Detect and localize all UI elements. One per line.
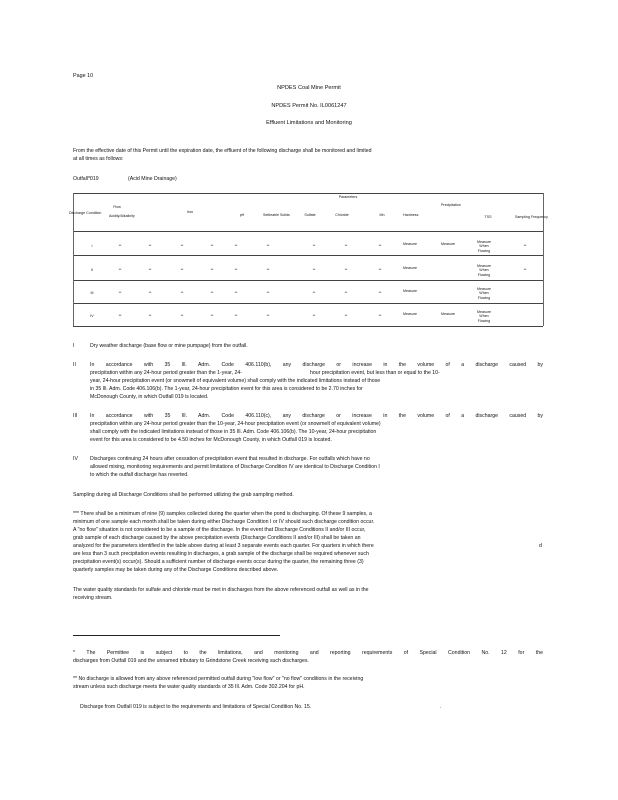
table-cell: ** <box>210 314 214 318</box>
water-quality-line-2: receiving stream. <box>73 595 113 601</box>
condition-iii-line-2: precipitation within any 24-hour period greater than the 10-year, 24-hour precipitation event (or snowmelt of equivalent volume) <box>90 421 381 427</box>
condition-ii-number: II <box>73 362 76 368</box>
sampling-line-3: A "no flow" situation is not considered to be a sample of the discharge. In the event that Discharge Conditions II and/or III occur, <box>73 527 366 533</box>
table-cell: ** <box>210 244 214 248</box>
sampling-line-8: quarterly samples may be taken during any of the Discharge Conditions described above. <box>73 567 279 573</box>
permit-number: NPDES Permit No. IL0061247 <box>271 103 347 109</box>
col-header-settleable: Settleable Solids <box>263 213 290 217</box>
table-cell: ** <box>118 314 122 318</box>
col-header-hardness: Hardness <box>403 213 419 217</box>
row-condition: IV <box>90 314 94 318</box>
condition-iv-line-1: Discharges continuing 24 hours after cessation of precipitation event that resulted in discharge. For outfalls which have no <box>90 456 370 462</box>
table-cell: ** <box>234 291 238 295</box>
table-cell: ** <box>266 291 270 295</box>
sampling-line-2: minimum of one sample each month shall be taken during either Discharge Condition I or IV should such discharge condition occur. <box>73 519 375 525</box>
condition-iii-number: III <box>73 413 78 419</box>
col-header-sulfate: Sulfate <box>304 213 316 217</box>
condition-iii-line-1: In accordance with 35 Ill. Adm. Code 406.110(c), any discharge or increase in the volume of a discharge caused by <box>90 413 543 419</box>
sampling-line-4: grab sample of each discharge caused by the above precipitation events (Discharge Conditions II and/or III) shall be taken an <box>73 535 361 541</box>
condition-ii-line-1: In accordance with 35 Ill. Adm. Code 406.110(b), any discharge or increase in the volume of a discharge caused by <box>90 362 543 368</box>
table-cell: Measure <box>403 289 417 293</box>
table-cell: ** <box>266 244 270 248</box>
table-cell: ** <box>180 291 184 295</box>
table-cell: ** <box>378 291 382 295</box>
table-cell: ** <box>234 268 238 272</box>
effluent-limits-table <box>69 193 548 326</box>
col-header-mn: Mn <box>379 213 385 217</box>
condition-ii-line-2: precipitation within any 24-hour period greater than the 1-year, 24- <box>90 370 242 376</box>
table-cell: ** <box>523 244 527 248</box>
water-quality-line-1: The water quality standards for sulfate and chloride must be met in discharges from the above referenced outfall as well as in the <box>73 587 369 593</box>
condition-i-text: Dry weather discharge (base flow or mine pumpage) from the outfall. <box>90 343 248 349</box>
sampling-line-5: analyzed for the parameters identified in the table above during at least 3 separate events each quarter. For quarters in which there <box>73 543 374 549</box>
footnote-1-line-2: discharges from Outfall 019 and the unnamed tributary to Grindstone Creek receiving such discharges. <box>73 658 309 664</box>
table-cell: Measure <box>403 312 417 316</box>
table-cell: ** <box>523 268 527 272</box>
table-cell: ** <box>210 291 214 295</box>
section-title: Effluent Limitations and Monitoring <box>266 120 352 126</box>
col-header-ph: pH <box>239 213 245 217</box>
table-cell: ** <box>180 244 184 248</box>
table-cell: ** <box>148 291 152 295</box>
table-cell: ** <box>234 244 238 248</box>
table-cell: ** <box>180 268 184 272</box>
table-cell: Measure When Flowing <box>477 310 491 323</box>
page-label: Page 10 <box>73 73 94 79</box>
col-header-frequency: Sampling Frequency <box>515 215 548 219</box>
sampling-line-1: *** There shall be a minimum of nine (9) samples collected during the quarter when the pond is discharging. Of these 9 samples, a <box>73 511 372 517</box>
footnote-2-line-2: stream unless such discharge meets the water quality standards of 35 Ill. Adm. Code 302.204 for pH. <box>73 684 305 690</box>
outfall-label: Outfall*: <box>73 176 92 182</box>
row-condition: III <box>90 291 94 295</box>
table-cell: ** <box>344 291 348 295</box>
intro-line-1: From the effective date of this Permit until the expiration date, the effluent of the following discharge shall be monitored and limited <box>73 148 372 154</box>
condition-ii-line-4: in 35 Ill. Adm. Code 406.106(b). The 1-year, 24-hour precipitation event for this area is considered to be 2.70 inches for <box>90 386 363 392</box>
permit-title: NPDES Coal Mine Permit <box>277 85 341 91</box>
col-header-iron: Iron <box>186 210 194 214</box>
table-cell: ** <box>378 314 382 318</box>
table-cell: ** <box>210 268 214 272</box>
condition-iv-line-3: to which the outfall discharge has reverted. <box>90 472 189 478</box>
table-cell: ** <box>344 268 348 272</box>
table-cell: ** <box>312 291 316 295</box>
footnote-divider <box>73 635 280 636</box>
outfall-number: 019 <box>90 176 99 182</box>
table-cell: ** <box>118 244 122 248</box>
col-header-condition: Discharge Condition <box>69 211 102 215</box>
condition-iii-line-3: shall comply with the indicated limitations instead of those in 35 Ill. Adm. Code 406.106(b). The 10-year, 24-hour precipitation <box>90 429 377 435</box>
sampling-line-4-mark: d <box>539 543 542 549</box>
table-cell: Measure When Flowing <box>477 240 491 253</box>
table-cell: Measure <box>441 312 455 316</box>
footnote-3: Discharge from Outfall 019 is subject to the requirements and limitations of Special Condition No. 15. <box>80 704 312 710</box>
table-cell: ** <box>148 244 152 248</box>
condition-iv-number: IV <box>73 456 78 462</box>
condition-iv-line-2: allowed mixing, monitoring requirements and permit limitations of Discharge Condition IV are identical to Discharge Condition I <box>90 464 380 470</box>
condition-ii-line-3: year, 24-hour precipitation event (or snowmelt of equivalent volume) shall comply with the indicated limitations instead of those <box>90 378 381 384</box>
row-condition: II <box>91 268 93 272</box>
table-cell: ** <box>266 268 270 272</box>
table-cell: ** <box>312 314 316 318</box>
footnote-1-line-1: * The Permittee is subject to the limitations, and monitoring and reporting requirements of Special Condition No. 12 for the <box>73 650 543 656</box>
footnote-3-mark: . <box>440 704 442 710</box>
table-cell: ** <box>344 244 348 248</box>
col-header-tss: TSS <box>484 215 492 219</box>
table-cell: ** <box>148 314 152 318</box>
table-cell: ** <box>344 314 348 318</box>
condition-ii-line-2b: hour precipitation event, but less than or equal to the 10- <box>310 370 440 376</box>
table-cell: ** <box>266 314 270 318</box>
table-cell: ** <box>312 268 316 272</box>
parameters-title: Parameters <box>338 195 358 199</box>
table-cell: Measure When Flowing <box>477 264 491 277</box>
sampling-line-7: precipitation event(s) occur(s). Should a sufficient number of discharge events occur during the quarter, the remaining three (3) <box>73 559 364 565</box>
table-cell: Measure <box>403 266 417 270</box>
table-cell: ** <box>118 268 122 272</box>
table-cell: Measure <box>441 242 455 246</box>
row-condition: I <box>91 244 93 248</box>
col-header-flow: Flow <box>113 205 121 209</box>
condition-ii-line-5: McDonough County, in which Outfall 019 is located. <box>90 394 209 400</box>
table-cell: Measure When Flowing <box>477 287 491 300</box>
outfall-description: (Acid Mine Drainage) <box>128 176 177 182</box>
footnote-2-line-1: ** No discharge is allowed from any above referenced permitted outfall during "low flow" or "no flow" conditions in the receiving <box>73 676 364 682</box>
table-cell: ** <box>312 244 316 248</box>
col-header-precipitation: Precipitation <box>441 203 461 207</box>
table-cell: ** <box>180 314 184 318</box>
table-cell: Measure <box>403 242 417 246</box>
table-cell: ** <box>234 314 238 318</box>
condition-i-number: I <box>73 343 75 349</box>
table-cell: ** <box>378 244 382 248</box>
sampling-line-6: are less than 3 such precipitation events resulting in discharges, a grab sample of the discharge shall be required whenever such <box>73 551 369 557</box>
table-cell: ** <box>148 268 152 272</box>
sampling-heading: Sampling during all Discharge Conditions shall be performed utilizing the grab sampling method. <box>73 492 294 498</box>
col-header-acidity: Acidity/Alkalinity <box>109 214 135 218</box>
col-header-chloride: Chloride <box>335 213 349 217</box>
condition-iii-line-4: event for this area is considered to be 4.50 inches for McDonough County, in which Outfall 019 is located. <box>90 437 332 443</box>
table-cell: ** <box>118 291 122 295</box>
table-cell: ** <box>378 268 382 272</box>
intro-line-2: at all times as follows: <box>73 156 124 162</box>
